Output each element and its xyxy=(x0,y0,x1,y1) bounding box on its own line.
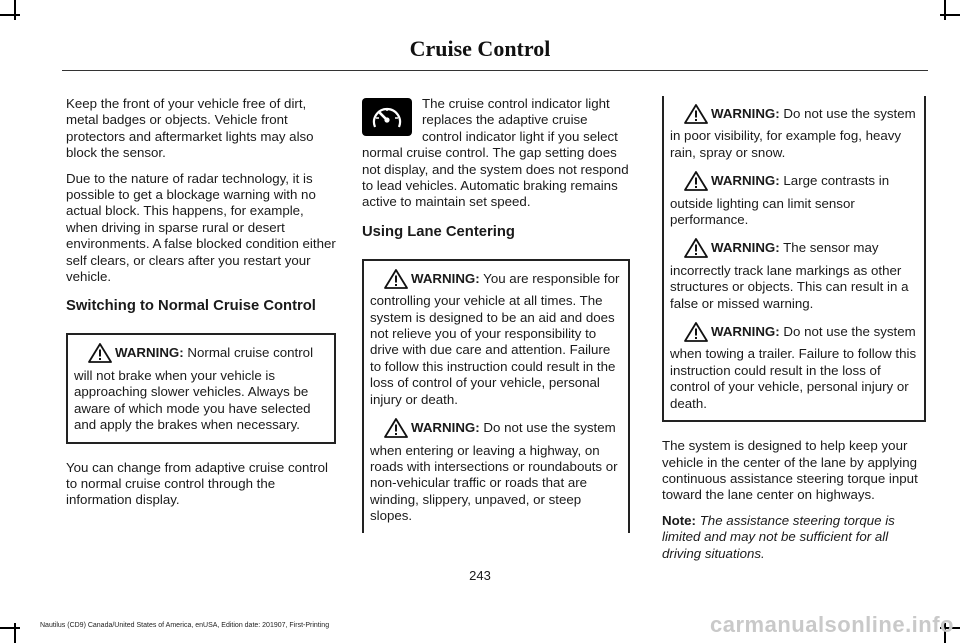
warning-triangle-icon xyxy=(684,104,708,128)
paragraph: Due to the nature of radar technology, it is possible to get a blockage warning with no actual block. This happens, for example, when driving in sparse rural or desert environments. A false blocked condition either self clears, or clears after you restart your vehicle. xyxy=(66,170,336,285)
warning-label: WARNING: xyxy=(711,324,780,340)
warning-triangle-icon xyxy=(684,171,708,195)
header-divider xyxy=(62,70,928,71)
warning-text: You are responsible for controlling your vehicle at all times. The system is designed to be an aid and does not relieve you of your responsibility to drive with due care and attention. Failure to follow this instruction could result in the loss of control of your vehicle, personal injury or death. xyxy=(370,270,620,407)
crop-mark xyxy=(944,0,946,20)
section-heading: Switching to Normal Cruise Control xyxy=(66,298,316,315)
warning-label: WARNING: xyxy=(411,420,480,436)
crop-mark xyxy=(0,627,20,629)
warning-label: WARNING: xyxy=(711,240,780,256)
column-left xyxy=(66,96,336,518)
column-middle xyxy=(362,96,630,549)
note-label: Note: xyxy=(662,512,696,528)
warning-box xyxy=(362,259,630,533)
warning-text: Large contrasts in outside lighting can limit sensor performance. xyxy=(670,173,890,228)
warning-paragraph xyxy=(370,418,623,524)
warning-paragraph xyxy=(670,104,919,161)
page-title: Cruise Control xyxy=(409,36,551,61)
warning-label: WARNING: xyxy=(711,173,780,189)
warning-paragraph xyxy=(74,343,329,433)
crop-mark xyxy=(14,623,16,643)
watermark: carmanualsonline.info xyxy=(710,612,954,637)
warning-paragraph xyxy=(670,238,919,312)
warning-text: Normal cruise control will not brake when your vehicle is approaching slower vehicles. Always be aware of which mode you have selected and apply the brakes when necessary. xyxy=(74,345,314,433)
warning-text: Do not use the system when towing a trailer. Failure to follow this instruction could result in the loss of control of your vehicle, personal injury or death. xyxy=(670,324,917,411)
warning-paragraph xyxy=(670,171,919,228)
warning-box xyxy=(66,333,336,443)
warning-text: Do not use the system in poor visibility, for example fog, heavy rain, spray or snow. xyxy=(670,106,916,160)
crop-mark xyxy=(14,0,16,20)
paragraph: Keep the front of your vehicle free of dirt, metal badges or objects. Vehicle front protectors and aftermarket lights may also block the sensor. xyxy=(66,96,314,161)
warning-triangle-icon xyxy=(88,343,112,367)
column-right xyxy=(662,96,926,571)
warning-paragraph xyxy=(670,322,919,412)
crop-mark xyxy=(0,14,20,16)
page-number: 243 xyxy=(469,568,491,583)
section-heading: Using Lane Centering xyxy=(362,223,515,240)
warning-box xyxy=(662,96,926,422)
warning-triangle-icon xyxy=(384,269,408,293)
paragraph-text: The cruise control indicator light replaces the adaptive cruise control indicator light if you select normal cruise control. The gap setting does not display, and the system does not respond to lead vehicles. Automatic braking remains active to maintain set speed. xyxy=(362,96,629,210)
cruise-control-indicator-icon xyxy=(362,98,412,136)
warning-triangle-icon xyxy=(684,238,708,262)
footer-edition-info: Nautilus (CD9) Canada/United States of America, enUSA, Edition date: 201907, First-Printing xyxy=(40,622,330,629)
warning-text: The sensor may incorrectly track lane markings as other structures or objects. This can result in a false or missed warning. xyxy=(670,240,909,311)
paragraph xyxy=(362,96,630,211)
note-text: The assistance steering torque is limited and may not be sufficient for all driving situations. xyxy=(662,512,895,561)
warning-triangle-icon xyxy=(384,418,408,442)
crop-mark xyxy=(940,14,960,16)
warning-text: Do not use the system when entering or leaving a highway, on roads with intersections or roundabouts or non-vehicular traffic or roads that are winding, slippery, unpaved, or steep slopes. xyxy=(370,420,618,524)
paragraph: You can change from adaptive cruise control to normal cruise control through the information display. xyxy=(66,459,328,508)
warning-paragraph xyxy=(370,269,623,408)
warning-triangle-icon xyxy=(684,322,708,346)
note-paragraph xyxy=(662,513,926,562)
warning-label: WARNING: xyxy=(115,345,184,361)
paragraph: The system is designed to help keep your vehicle in the center of the lane by applying continuous assistance steering torque input toward the lane center on highways. xyxy=(662,438,918,503)
warning-label: WARNING: xyxy=(411,270,480,286)
warning-label: WARNING: xyxy=(711,106,780,121)
